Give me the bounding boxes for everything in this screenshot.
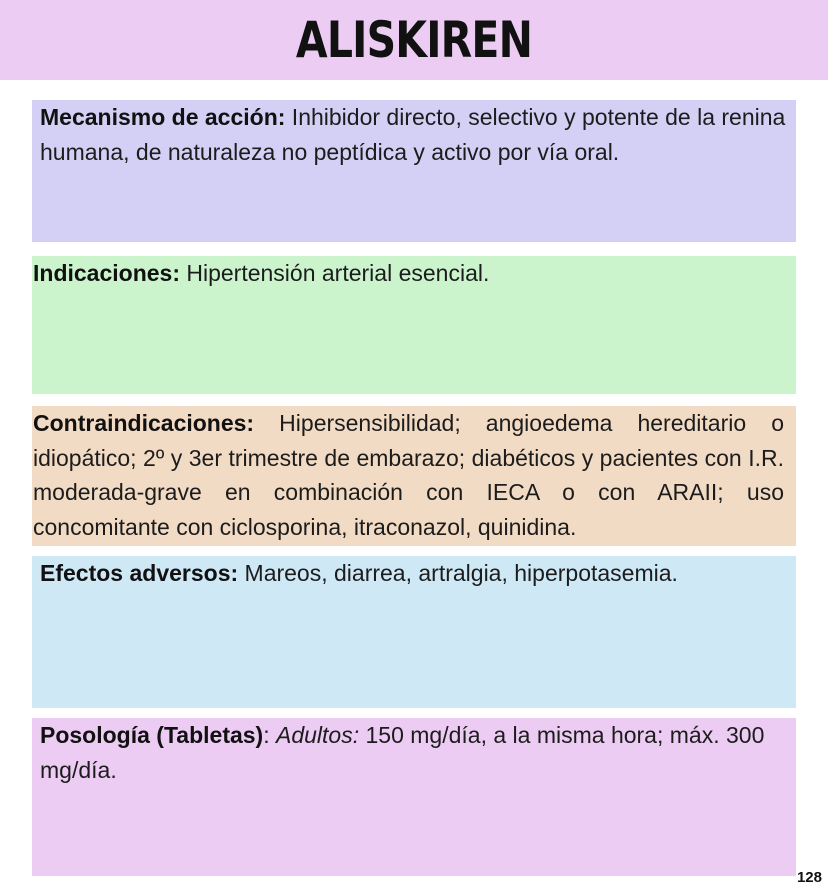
- dosage-colon: :: [263, 722, 276, 748]
- contraindications-label: Contraindicaciones:: [33, 410, 255, 436]
- mechanism-card: [32, 100, 796, 242]
- mechanism-paragraph: [40, 100, 786, 170]
- adverse-effects-text: Mareos, diarrea, artralgia, hiperpotasemia.: [238, 560, 678, 586]
- mechanism-label: Mecanismo de acción:: [40, 104, 286, 130]
- adverse-effects-card: [32, 556, 796, 708]
- dosage-paragraph: [40, 718, 786, 788]
- dosage-group: Adultos:: [276, 722, 360, 748]
- contraindications-text: Hipersensibilidad; angioedema hereditario o idiopático; 2º y 3er trimestre de embarazo; diabéticos y pacientes con I.R. moderada-grave en combinación con IECA o con ARAII; uso concomitante con ciclosporina, itraconazol, quinidina.: [33, 410, 784, 540]
- dosage-text: 150 mg/día, a la misma hora; máx. 300 mg/día.: [40, 722, 765, 783]
- page-title: ALISKIREN: [295, 11, 533, 69]
- adverse-effects-label: Efectos adversos:: [40, 560, 239, 586]
- indications-card: [32, 256, 796, 394]
- contraindications-paragraph: [33, 406, 784, 544]
- indications-paragraph: [33, 256, 788, 291]
- dosage-card: [32, 718, 796, 876]
- adverse-effects-paragraph: [40, 556, 788, 591]
- title-banner: [0, 0, 828, 80]
- page-number: 128: [796, 869, 822, 886]
- indications-label: Indicaciones:: [33, 260, 180, 286]
- dosage-label: Posología (Tabletas): [40, 722, 264, 748]
- mechanism-text: Inhibidor directo, selectivo y potente de la renina humana, de naturaleza no peptídica y activo por vía oral.: [40, 104, 786, 165]
- contraindications-card: [32, 406, 796, 546]
- indications-text: Hipertensión arterial esencial.: [179, 260, 490, 286]
